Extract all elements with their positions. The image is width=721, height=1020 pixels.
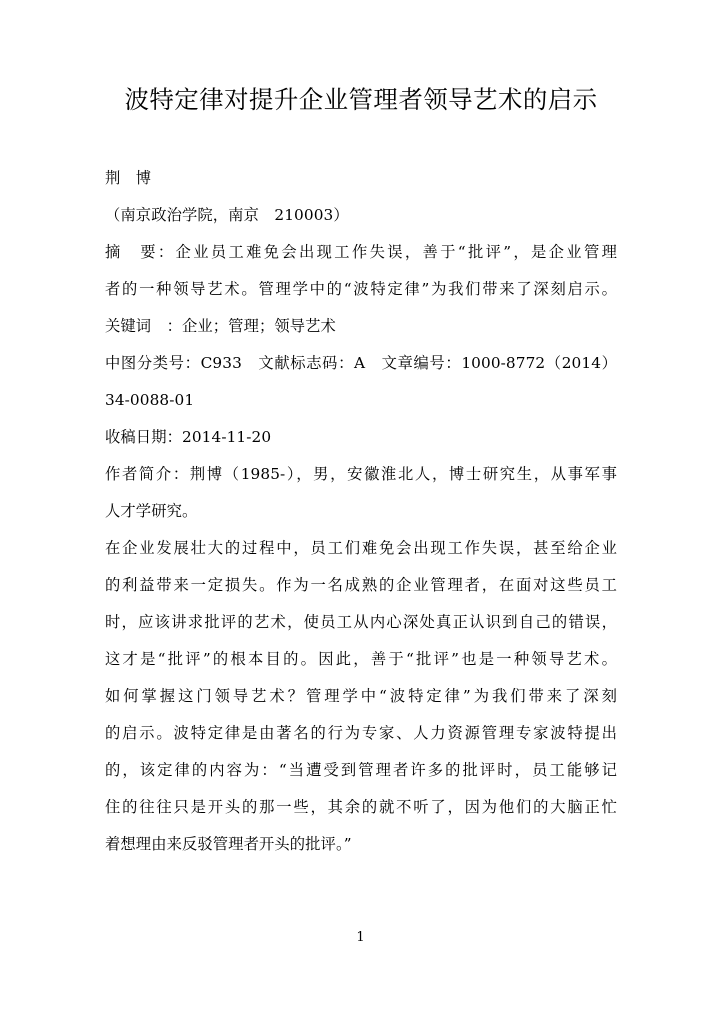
abstract-line-1: 摘 要：企业员工难免会出现工作失误，善于“批评”，是企业管理 [105, 243, 617, 261]
body-line-6: 的启示。波特定律是由著名的行为专家、人力资源管理专家波特提出 [105, 724, 617, 742]
abstract-line-2: 者的一种领导艺术。管理学中的“波特定律”为我们带来了深刻启示。 [105, 280, 617, 298]
body-line-4: 这才是“批评”的根本目的。因此，善于“批评”也是一种领导艺术。 [105, 650, 617, 668]
keywords-line: 关键词 ：企业；管理；领导艺术 [105, 317, 336, 335]
received-date-line: 收稿日期：2014-11-20 [105, 428, 272, 446]
body-line-5: 如何掌握这门领导艺术？管理学中“波特定律”为我们带来了深刻 [105, 687, 617, 705]
classification-line-1: 中图分类号：C933 文献标志码：A 文章编号：1000-8772（2014） [105, 354, 617, 372]
front-matter-block [105, 160, 617, 530]
body-line-1: 在企业发展壮大的过程中，员工们难免会出现工作失误，甚至给企业 [105, 539, 617, 557]
author-bio-line-2: 人才学研究。 [105, 502, 198, 520]
author-name: 荆 博 [105, 169, 152, 187]
page-number: 1 [356, 930, 365, 945]
body-line-8: 住的往往只是开头的那一些，其余的就不听了，因为他们的大脑正忙 [105, 798, 617, 816]
body-line-2: 的利益带来一定损失。作为一名成熟的企业管理者，在面对这些员工 [105, 576, 617, 594]
author-bio-line-1: 作者简介：荆博（1985-），男，安徽淮北人，博士研究生，从事军事 [105, 465, 617, 483]
body-text-block [105, 530, 617, 863]
classification-line-2: 34-0088-01 [105, 391, 195, 409]
body-line-7: 的，该定律的内容为：“当遭受到管理者许多的批评时，员工能够记 [105, 761, 617, 779]
page-content [105, 0, 617, 863]
body-line-9: 着想理由来反驳管理者开头的批评。” [105, 835, 352, 853]
author-affiliation: （南京政治学院，南京 210003） [105, 206, 349, 224]
body-line-3: 时，应该讲求批评的艺术，使员工从内心深处真正认识到自己的错误， [105, 613, 617, 631]
page-title: 波特定律对提升企业管理者领导艺术的启示 [124, 85, 598, 114]
